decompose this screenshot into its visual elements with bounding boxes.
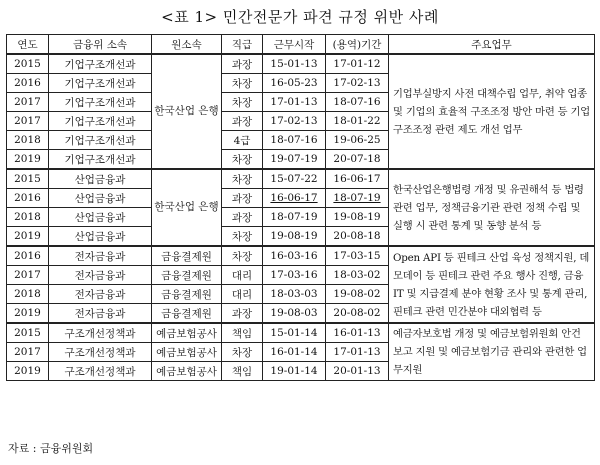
cell-dept: 기업구조개선과: [49, 54, 152, 74]
cell-start: 15-07-22: [263, 169, 326, 189]
cell-start: 17-03-16: [263, 266, 326, 285]
cell-end: 20-01-13: [326, 362, 389, 381]
cell-year: 2017: [7, 343, 49, 362]
cell-end: 20-08-18: [326, 227, 389, 247]
violation-table: [6, 34, 595, 381]
cell-end: 19-06-25: [326, 131, 389, 150]
table-title: <표 1> 민간전문가 파견 규정 위반 사례: [161, 8, 439, 26]
cell-dept: 기업구조개선과: [49, 150, 152, 170]
cell-duty: 한국산업은행법령 개정 및 유권해석 등 법령 관련 업무, 정책금융기관 관련 정책 수립 및 실행 시 관련 통계 및 동향 분석 등: [389, 169, 595, 246]
cell-year: 2019: [7, 150, 49, 170]
cell-start: 17-01-13: [263, 93, 326, 112]
cell-dept: 기업구조개선과: [49, 74, 152, 93]
cell-year: 2018: [7, 285, 49, 304]
cell-end: 17-01-13: [326, 343, 389, 362]
cell-rank: 4급: [222, 131, 263, 150]
cell-duty: 예금자보호법 개정 및 예금보험위원회 안건보고 지원 및 예금보험기금 관리와 관련한 업무지원: [389, 323, 595, 381]
cell-start: 16-01-14: [263, 343, 326, 362]
cell-end: 17-02-13: [326, 74, 389, 93]
cell-year: 2016: [7, 189, 49, 208]
cell-rank: 대리: [222, 266, 263, 285]
cell-year: 2016: [7, 246, 49, 266]
header-dept: 금융위 소속: [49, 35, 152, 55]
cell-agency: 예금보험공사: [152, 343, 222, 362]
cell-end: 18-07-19: [326, 189, 389, 208]
cell-start: 19-01-14: [263, 362, 326, 381]
cell-dept: 구조개선정책과: [49, 323, 152, 343]
cell-year: 2019: [7, 227, 49, 247]
cell-duty: Open API 등 핀테크 산업 육성 정책지원, 데모데이 등 핀테크 관련 주요 행사 진행, 금융IT 및 지급결제 분야 현황 조사 및 통계 관리, 핀테크 관련 민간분야 대외협력 등: [389, 246, 595, 323]
table-row: [7, 54, 595, 74]
cell-rank: 차장: [222, 227, 263, 247]
cell-start: 19-08-03: [263, 304, 326, 324]
table-row: [7, 246, 595, 266]
cell-dept: 전자금융과: [49, 285, 152, 304]
cell-end: 18-03-02: [326, 266, 389, 285]
cell-year: 2017: [7, 93, 49, 112]
cell-year: 2017: [7, 266, 49, 285]
cell-rank: 과장: [222, 54, 263, 74]
cell-rank: 차장: [222, 169, 263, 189]
cell-start: 18-03-03: [263, 285, 326, 304]
cell-rank: 책임: [222, 323, 263, 343]
cell-rank: 차장: [222, 246, 263, 266]
cell-end: 19-08-19: [326, 208, 389, 227]
cell-dept: 산업금융과: [49, 169, 152, 189]
header-rank: 직급: [222, 35, 263, 55]
cell-end: 17-03-15: [326, 246, 389, 266]
cell-dept: 기업구조개선과: [49, 131, 152, 150]
cell-rank: 차장: [222, 343, 263, 362]
cell-rank: 과장: [222, 208, 263, 227]
cell-year: 2018: [7, 208, 49, 227]
cell-rank: 차장: [222, 150, 263, 170]
cell-rank: 과장: [222, 189, 263, 208]
cell-agency: 금융결제원: [152, 266, 222, 285]
cell-dept: 구조개선정책과: [49, 343, 152, 362]
cell-start: 15-01-13: [263, 54, 326, 74]
cell-start: 17-02-13: [263, 112, 326, 131]
cell-rank: 대리: [222, 285, 263, 304]
cell-agency: 금융결제원: [152, 285, 222, 304]
cell-end: 18-07-16: [326, 93, 389, 112]
cell-start: 19-07-19: [263, 150, 326, 170]
cell-dept: 기업구조개선과: [49, 112, 152, 131]
cell-rank: 차장: [222, 93, 263, 112]
cell-dept: 전자금융과: [49, 266, 152, 285]
cell-dept: 전자금융과: [49, 246, 152, 266]
source-note: 자료 : 금융위원회: [8, 442, 94, 455]
cell-start: 15-01-14: [263, 323, 326, 343]
cell-year: 2019: [7, 304, 49, 324]
cell-rank: 책임: [222, 362, 263, 381]
cell-start: 19-08-19: [263, 227, 326, 247]
cell-dept: 산업금융과: [49, 189, 152, 208]
cell-dept: 산업금융과: [49, 208, 152, 227]
cell-end: 19-08-02: [326, 285, 389, 304]
cell-start: 16-05-23: [263, 74, 326, 93]
cell-rank: 차장: [222, 74, 263, 93]
cell-rank: 과장: [222, 304, 263, 324]
cell-rank: 과장: [222, 112, 263, 131]
cell-year: 2016: [7, 74, 49, 93]
cell-dept: 구조개선정책과: [49, 362, 152, 381]
table-row: [7, 169, 595, 189]
cell-start: 18-07-16: [263, 131, 326, 150]
header-duty: 주요업무: [389, 35, 595, 55]
cell-agency: 금융결제원: [152, 246, 222, 266]
cell-year: 2015: [7, 323, 49, 343]
header-agency: 원소속: [152, 35, 222, 55]
header-row: [7, 35, 595, 55]
cell-agency: 한국산업 은행: [152, 169, 222, 246]
cell-start: 18-07-19: [263, 208, 326, 227]
cell-start: 16-06-17: [263, 189, 326, 208]
cell-year: 2017: [7, 112, 49, 131]
cell-year: 2018: [7, 131, 49, 150]
cell-dept: 기업구조개선과: [49, 93, 152, 112]
cell-year: 2019: [7, 362, 49, 381]
cell-start: 16-03-16: [263, 246, 326, 266]
cell-dept: 전자금융과: [49, 304, 152, 324]
cell-year: 2015: [7, 169, 49, 189]
cell-end: 17-01-12: [326, 54, 389, 74]
cell-end: 20-08-02: [326, 304, 389, 324]
cell-end: 20-07-18: [326, 150, 389, 170]
cell-agency: 금융결제원: [152, 304, 222, 324]
cell-end: 16-01-13: [326, 323, 389, 343]
cell-agency: 예금보험공사: [152, 323, 222, 343]
header-start: 근무시작: [263, 35, 326, 55]
cell-end: 18-01-22: [326, 112, 389, 131]
header-year: 연도: [7, 35, 49, 55]
cell-agency: 한국산업 은행: [152, 54, 222, 169]
cell-end: 16-06-17: [326, 169, 389, 189]
cell-year: 2015: [7, 54, 49, 74]
cell-agency: 예금보험공사: [152, 362, 222, 381]
cell-dept: 산업금융과: [49, 227, 152, 247]
cell-duty: 기업부실방지 사전 대책수립 업무, 취약 업종 및 기업의 효율적 구조조정 방안 마련 등 기업구조조정 관련 제도 개선 업무: [389, 54, 595, 169]
header-period: (용역)기간: [326, 35, 389, 55]
table-row: [7, 323, 595, 343]
